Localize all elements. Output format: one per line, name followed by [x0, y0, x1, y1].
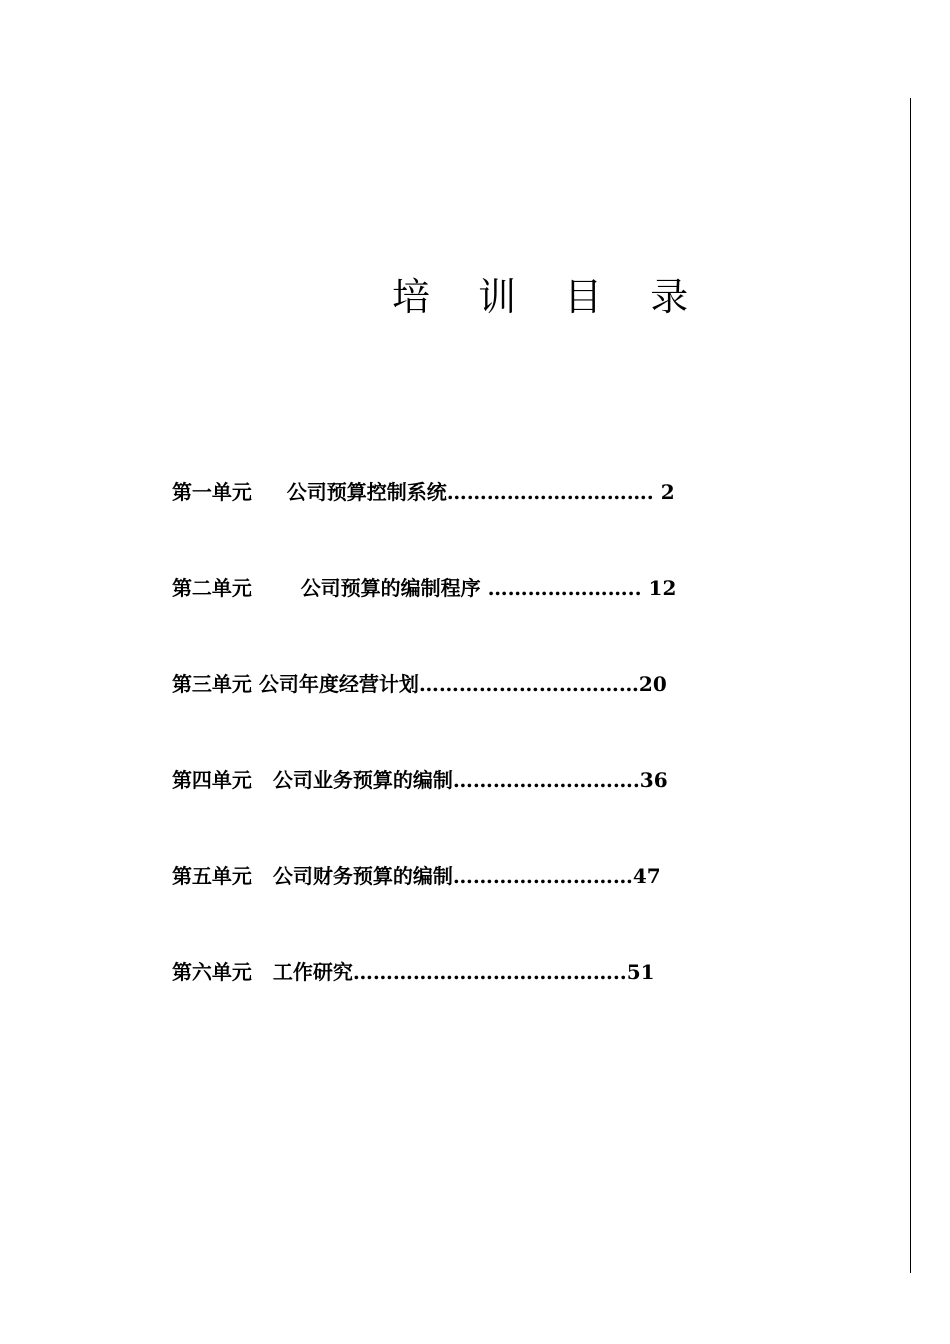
toc-topic: 工作研究 — [272, 960, 353, 984]
toc-entry-1[interactable] — [158, 462, 675, 502]
toc-topic: 公司年度经营计划 — [258, 672, 419, 696]
toc-gap — [252, 576, 301, 600]
toc-unit: 第五单元 — [171, 864, 252, 888]
toc-gap — [252, 768, 273, 792]
toc-page-number: 12 — [648, 576, 677, 600]
toc-topic: 公司财务预算的编制 — [272, 864, 453, 888]
toc-leader: …………………………… — [418, 672, 639, 696]
toc-entry-3[interactable] — [158, 654, 667, 694]
toc-unit: 第二单元 — [171, 576, 252, 600]
toc-leader: ………………….. — [487, 576, 649, 600]
toc-page-number: 47 — [632, 864, 661, 888]
toc-leader: ………………………………….. — [352, 960, 627, 984]
toc-gap — [252, 864, 273, 888]
toc-page-number: 2 — [660, 480, 675, 504]
page-title: 培 训 目 录 — [392, 275, 707, 319]
toc-page-number: 51 — [626, 960, 655, 984]
toc-unit: 第六单元 — [171, 960, 252, 984]
toc-entry-4[interactable] — [158, 750, 668, 790]
toc-entry-2[interactable] — [158, 558, 676, 598]
toc-leader: ………………………. — [452, 768, 640, 792]
toc-entry-5[interactable] — [158, 846, 661, 886]
toc-page-number: 36 — [639, 768, 668, 792]
toc-unit: 第三单元 — [171, 672, 252, 696]
toc-unit: 第一单元 — [171, 480, 252, 504]
toc-entry-6[interactable] — [158, 942, 655, 982]
toc-topic: 公司预算的编制程序 — [300, 576, 488, 600]
toc-topic: 公司业务预算的编制 — [272, 768, 453, 792]
toc-unit: 第四单元 — [171, 768, 252, 792]
toc-leader: ……………………… — [452, 864, 633, 888]
toc-gap — [252, 960, 273, 984]
toc-topic: 公司预算控制系统 — [286, 480, 447, 504]
toc-gap — [252, 480, 287, 504]
right-margin-rule — [910, 98, 911, 1273]
toc-page-number: 20 — [638, 672, 667, 696]
toc-gap — [252, 672, 259, 696]
toc-leader: …………………………. — [446, 480, 661, 504]
